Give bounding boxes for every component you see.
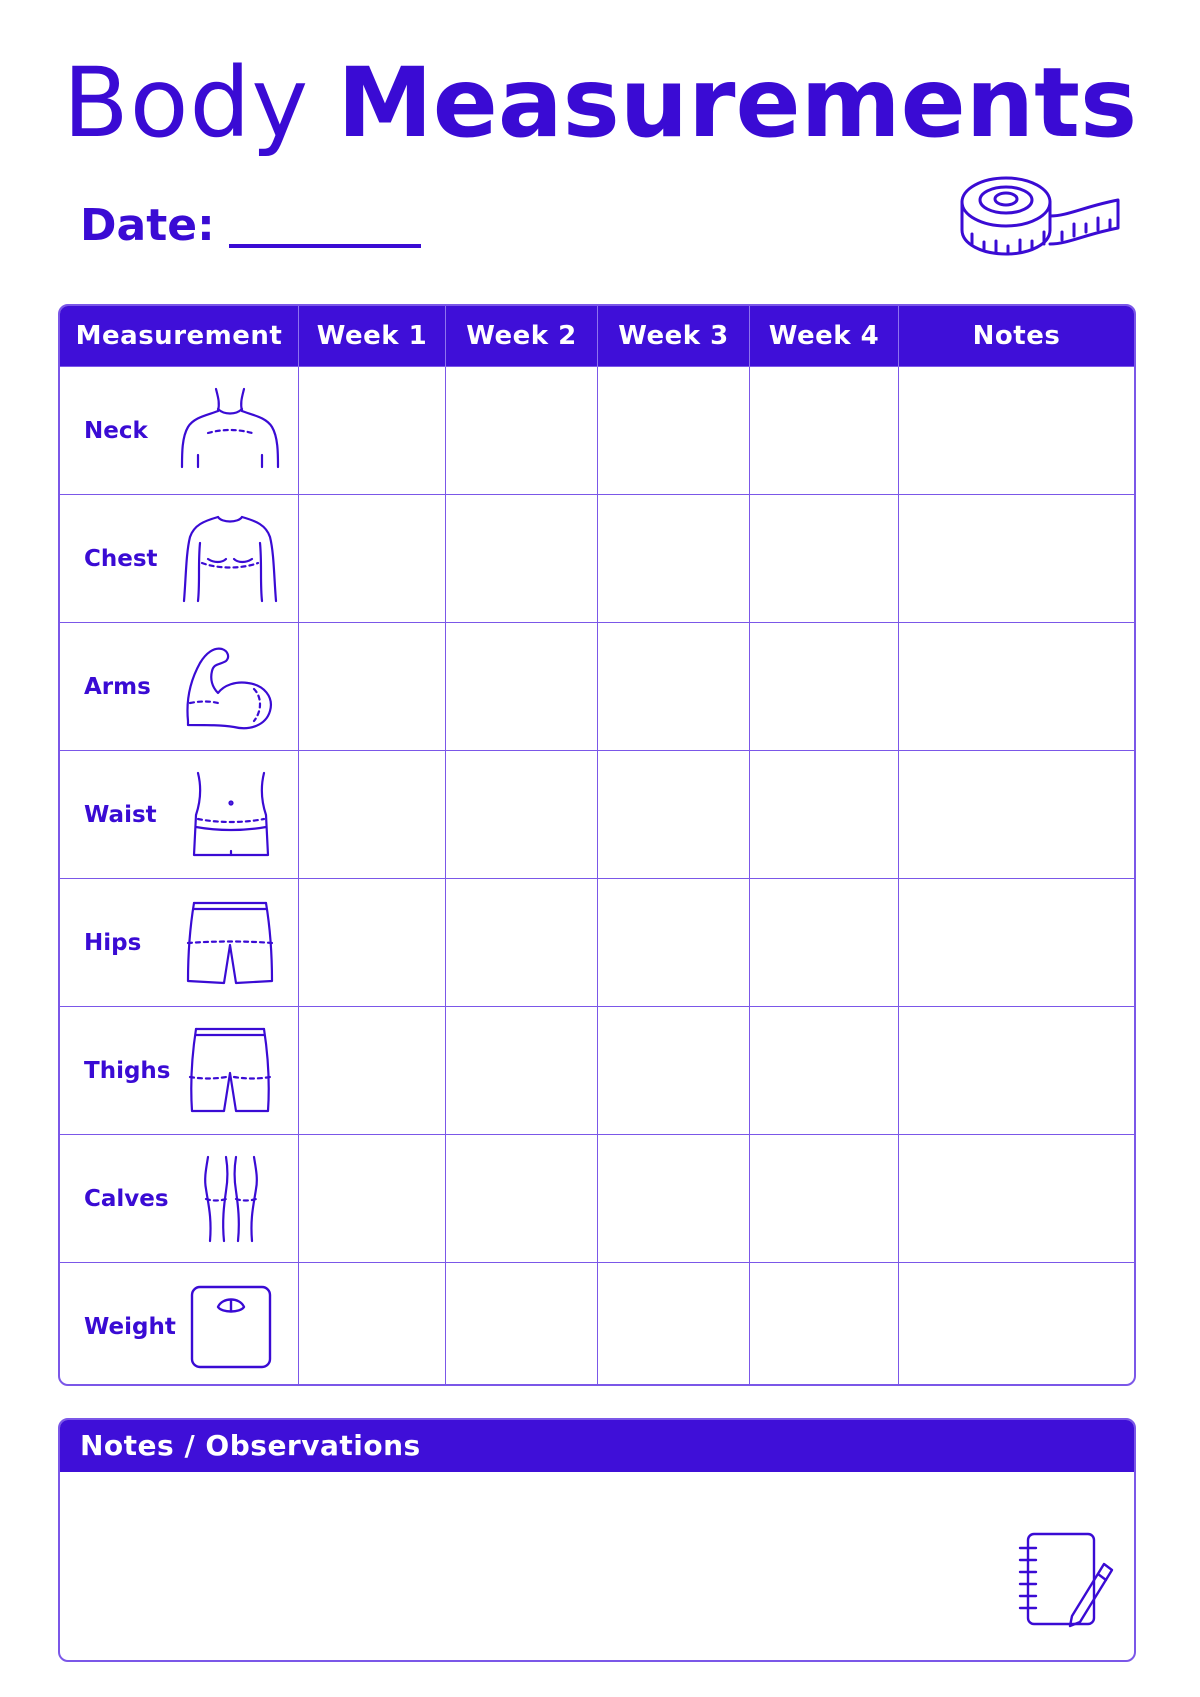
header-week-1: Week 1: [299, 306, 446, 367]
measurement-cell: [60, 367, 299, 495]
table-row: [60, 367, 1134, 495]
measurement-cell: [60, 1135, 299, 1263]
table-row: [60, 1263, 1134, 1387]
week-3-cell[interactable]: [598, 879, 750, 1007]
header-measurement: Measurement: [60, 306, 299, 367]
calves-icon: [178, 1153, 282, 1245]
week-2-cell[interactable]: [446, 879, 598, 1007]
page-title: [0, 48, 1200, 158]
week-3-cell[interactable]: [598, 1135, 750, 1263]
week-1-cell[interactable]: [299, 623, 446, 751]
title-part-2: Measurements: [337, 47, 1138, 159]
week-2-cell[interactable]: [446, 1263, 598, 1387]
row-label-neck: Neck: [84, 417, 148, 444]
measurement-cell: [60, 1263, 299, 1387]
week-1-cell[interactable]: [299, 1135, 446, 1263]
week-1-cell[interactable]: [299, 879, 446, 1007]
measurement-cell: [60, 1007, 299, 1135]
week-3-cell[interactable]: [598, 1007, 750, 1135]
week-1-cell[interactable]: [299, 751, 446, 879]
week-3-cell[interactable]: [598, 367, 750, 495]
measurement-cell: [60, 879, 299, 1007]
week-4-cell[interactable]: [750, 1263, 899, 1387]
row-label-weight: Weight: [84, 1313, 176, 1340]
week-4-cell[interactable]: [750, 751, 899, 879]
header-week-4: Week 4: [750, 306, 899, 367]
header-week-3: Week 3: [598, 306, 750, 367]
notes-cell[interactable]: [899, 367, 1135, 495]
row-label-thighs: Thighs: [84, 1057, 171, 1084]
row-label-waist: Waist: [84, 801, 157, 828]
week-2-cell[interactable]: [446, 1007, 598, 1135]
table-row: [60, 623, 1134, 751]
title-part-1: Body: [62, 47, 310, 159]
header-notes: Notes: [899, 306, 1135, 367]
row-label-chest: Chest: [84, 545, 158, 572]
week-4-cell[interactable]: [750, 1135, 899, 1263]
table-row: [60, 1007, 1134, 1135]
week-2-cell[interactable]: [446, 367, 598, 495]
neck-icon: [178, 385, 282, 477]
header-week-2: Week 2: [446, 306, 598, 367]
measurement-cell: [60, 751, 299, 879]
week-3-cell[interactable]: [598, 495, 750, 623]
notes-cell[interactable]: [899, 1135, 1135, 1263]
notes-title: Notes / Observations: [60, 1420, 1134, 1472]
waist-icon: [178, 769, 282, 861]
week-2-cell[interactable]: [446, 623, 598, 751]
row-label-calves: Calves: [84, 1185, 169, 1212]
notes-cell[interactable]: [899, 1263, 1135, 1387]
thighs-icon: [178, 1025, 282, 1117]
notes-cell[interactable]: [899, 879, 1135, 1007]
measuring-tape-icon: [958, 172, 1124, 264]
week-2-cell[interactable]: [446, 751, 598, 879]
week-1-cell[interactable]: [299, 1263, 446, 1387]
week-3-cell[interactable]: [598, 751, 750, 879]
arm-icon: [178, 641, 282, 733]
week-2-cell[interactable]: [446, 495, 598, 623]
row-label-arms: Arms: [84, 673, 151, 700]
week-1-cell[interactable]: [299, 1007, 446, 1135]
measurement-cell: [60, 623, 299, 751]
measurement-table: [58, 304, 1136, 1386]
week-1-cell[interactable]: [299, 495, 446, 623]
week-4-cell[interactable]: [750, 367, 899, 495]
week-1-cell[interactable]: [299, 367, 446, 495]
date-field: [80, 198, 421, 254]
notes-cell[interactable]: [899, 623, 1135, 751]
table-header-row: [60, 306, 1134, 367]
notes-cell[interactable]: [899, 1007, 1135, 1135]
week-4-cell[interactable]: [750, 879, 899, 1007]
week-2-cell[interactable]: [446, 1135, 598, 1263]
table-row: [60, 1135, 1134, 1263]
date-label: Date:: [80, 200, 215, 251]
week-3-cell[interactable]: [598, 1263, 750, 1387]
measurement-cell: [60, 495, 299, 623]
week-3-cell[interactable]: [598, 623, 750, 751]
scale-icon: [178, 1281, 282, 1373]
week-4-cell[interactable]: [750, 495, 899, 623]
table-row: [60, 751, 1134, 879]
week-4-cell[interactable]: [750, 1007, 899, 1135]
chest-icon: [178, 513, 282, 605]
notes-cell[interactable]: [899, 495, 1135, 623]
notes-box[interactable]: [58, 1418, 1136, 1662]
notes-cell[interactable]: [899, 751, 1135, 879]
table-row: [60, 495, 1134, 623]
row-label-hips: Hips: [84, 929, 142, 956]
date-input-line[interactable]: [229, 244, 421, 248]
table-row: [60, 879, 1134, 1007]
week-4-cell[interactable]: [750, 623, 899, 751]
notebook-pencil-icon: [1014, 1528, 1114, 1632]
hips-icon: [178, 897, 282, 989]
